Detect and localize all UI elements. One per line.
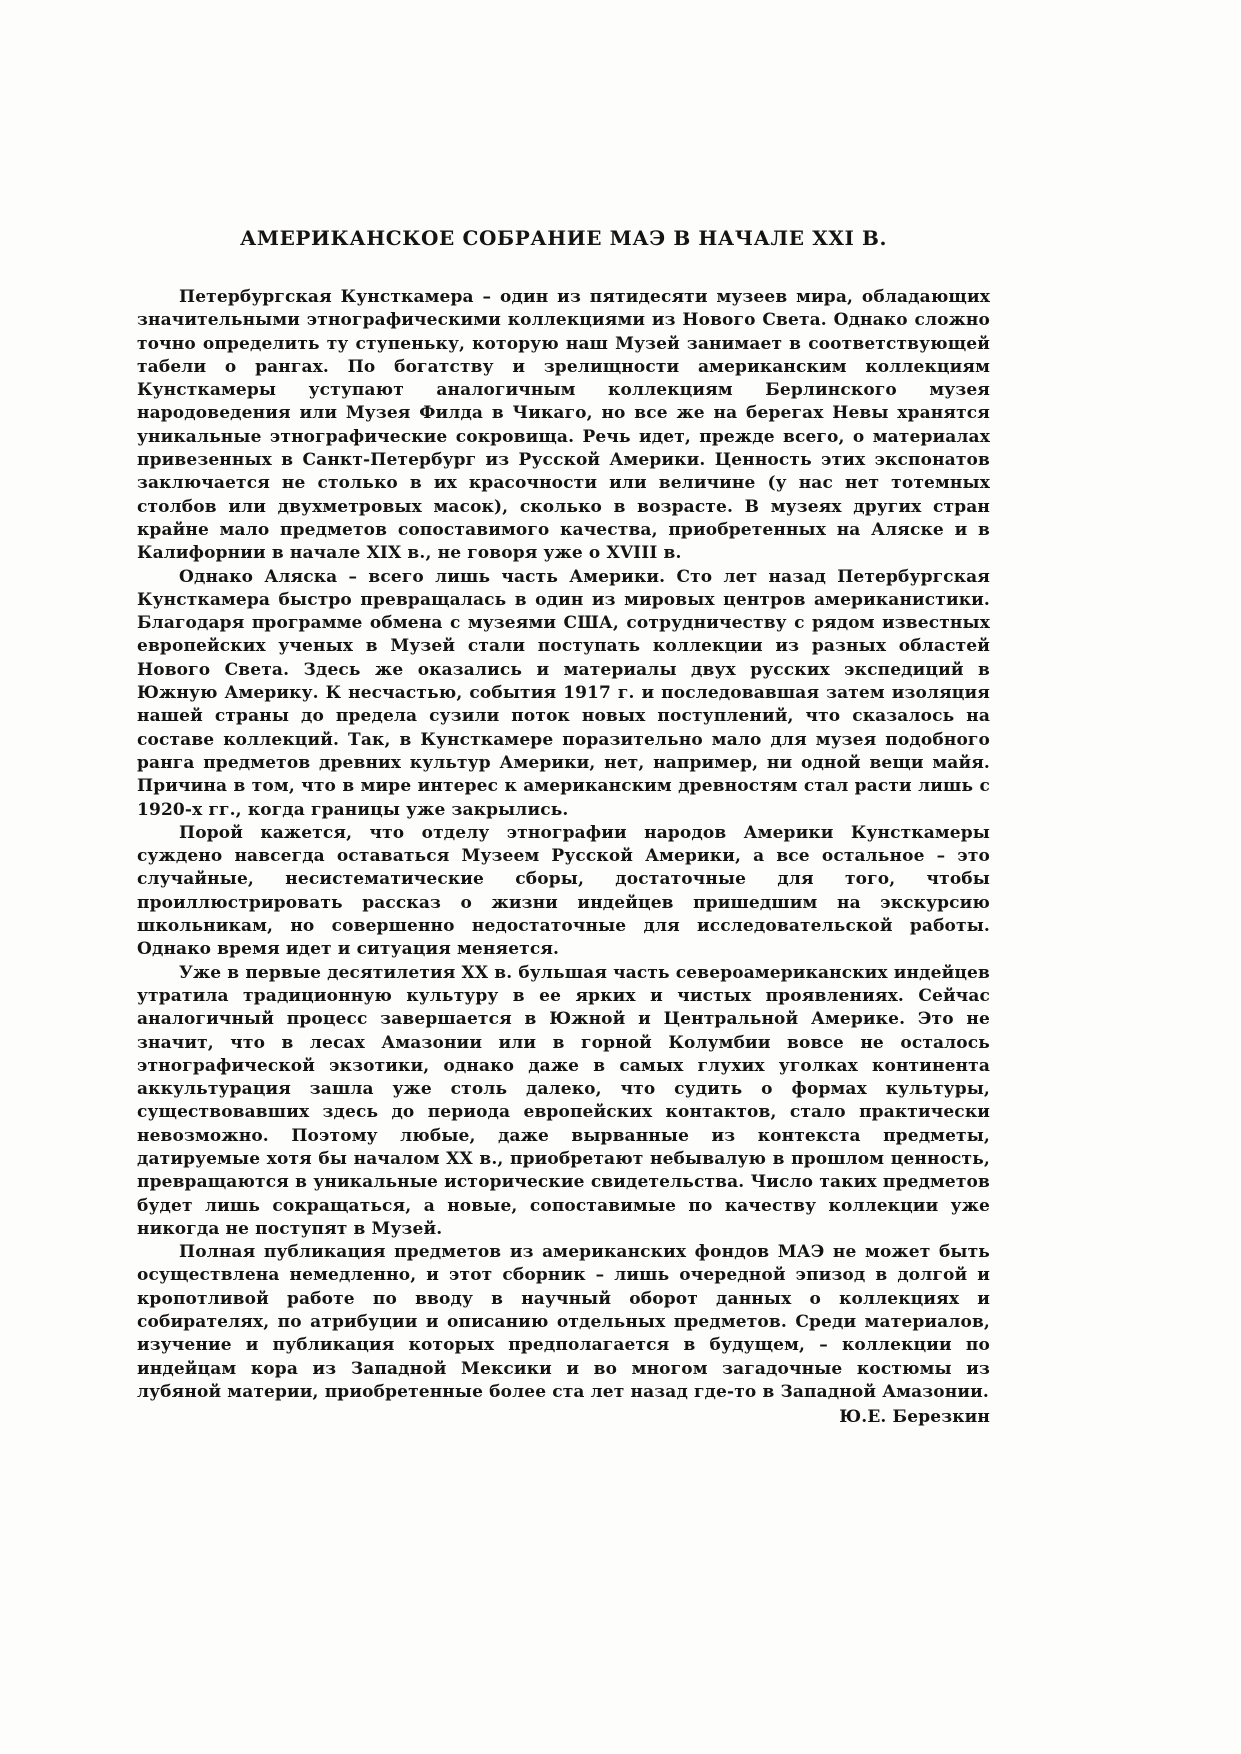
paragraph: Уже в первые десятилетия XX в. бульшая часть североамериканских индейцев утратила традиционную культуру в ее ярких и чистых проявлениях. Сейчас аналогичный процесс завершается в Южной и Центральной Америке. Это не значит, что в лесах Амазонии или в горной Колумбии вовсе не осталось этнографической экзотики, однако даже в самых глухих уголках континента аккультурация зашла уже столь далеко, что судить о формах культуры, существовавших здесь до периода европейских контактов, стало практически невозможно. Поэтому любые, даже вырванные из контекста предметы, датируемые хотя бы началом XX в., приобретают небывалую в прошлом ценность, превращаются в уникальные исторические свидетельства. Число таких предметов будет лишь сокращаться, а новые, сопоставимые по качеству коллекции уже никогда не поступят в Музей. [137,962,990,1239]
paragraph: Петербургская Кунсткамера – один из пятидесяти музеев мира, обладающих значительными этнографическими коллекциями из Нового Света. Однако сложно точно определить ту ступеньку, которую наш Музей занимает в соответствующей табели о рангах. По богатству и зрелищности американским коллекциям Кунсткамеры уступают аналогичным коллекциям Берлинского музея народоведения или Музея Филда в Чикаго, но все же на берегах Невы хранятся уникальные этнографические сокровища. Речь идет, прежде всего, о материалах привезенных в Санкт-Петербург из Русской Америки. Ценность этих экспонатов заключается не столько в их красочности или величине (у нас нет тотемных столбов или двухметровых масок), сколько в возрасте. В музеях других стран крайне мало предметов сопоставимого качества, приобретенных на Аляске и в Калифорнии в начале XIX в., не говоря уже о XVIII в. [137,287,990,564]
author-signature: Ю.Е. Березкин [839,1407,990,1428]
document-title: АМЕРИКАНСКОЕ СОБРАНИЕ МАЭ В НАЧАЛЕ XXI В. [239,226,888,251]
document-body [137,286,990,1430]
paragraph: Полная публикация предметов из американских фондов МАЭ не может быть осуществлена немедленно, и этот сборник – лишь очередной эпизод в долгой и кропотливой работе по вводу в научный оборот данных о коллекциях и собирателях, по атрибуции и описанию отдельных предметов. Среди материалов, изучение и публикация которых предполагается в будущем, – коллекции по индейцам кора из Западной Мексики и во многом загадочные костюмы из лубяной материи, приобретенные более ста лет назад где-то в Западной Амазонии. [137,1242,990,1402]
paragraph: Однако Аляска – всего лишь часть Америки. Сто лет назад Петербургская Кунсткамера быстро превращалась в один из мировых центров американистики. Благодаря программе обмена с музеями США, сотрудничеству с рядом известных европейских ученых в Музей стали поступать коллекции из разных областей Нового Света. Здесь же оказались и материалы двух русских экспедиций в Южную Америку. К несчастью, события 1917 г. и последовавшая затем изоляция нашей страны до предела сузили поток новых поступлений, что сказалось на составе коллекций. Так, в Кунсткамере поразительно мало для музея подобного ранга предметов древних культур Америки, нет, например, ни одной вещи майя. Причина в том, что в мире интерес к американским древностям стал расти лишь с 1920-х гг., когда границы уже закрылись. [137,566,990,820]
paragraph: Порой кажется, что отделу этнографии народов Америки Кунсткамеры суждено навсегда оставаться Музеем Русской Америки, а все остальное – это случайные, несистематические сборы, достаточные для того, чтобы проиллюстрировать рассказ о жизни индейцев пришедшим на экскурсию школьникам, но совершенно недостаточные для исследовательской работы. Однако время идет и ситуация меняется. [137,822,990,960]
